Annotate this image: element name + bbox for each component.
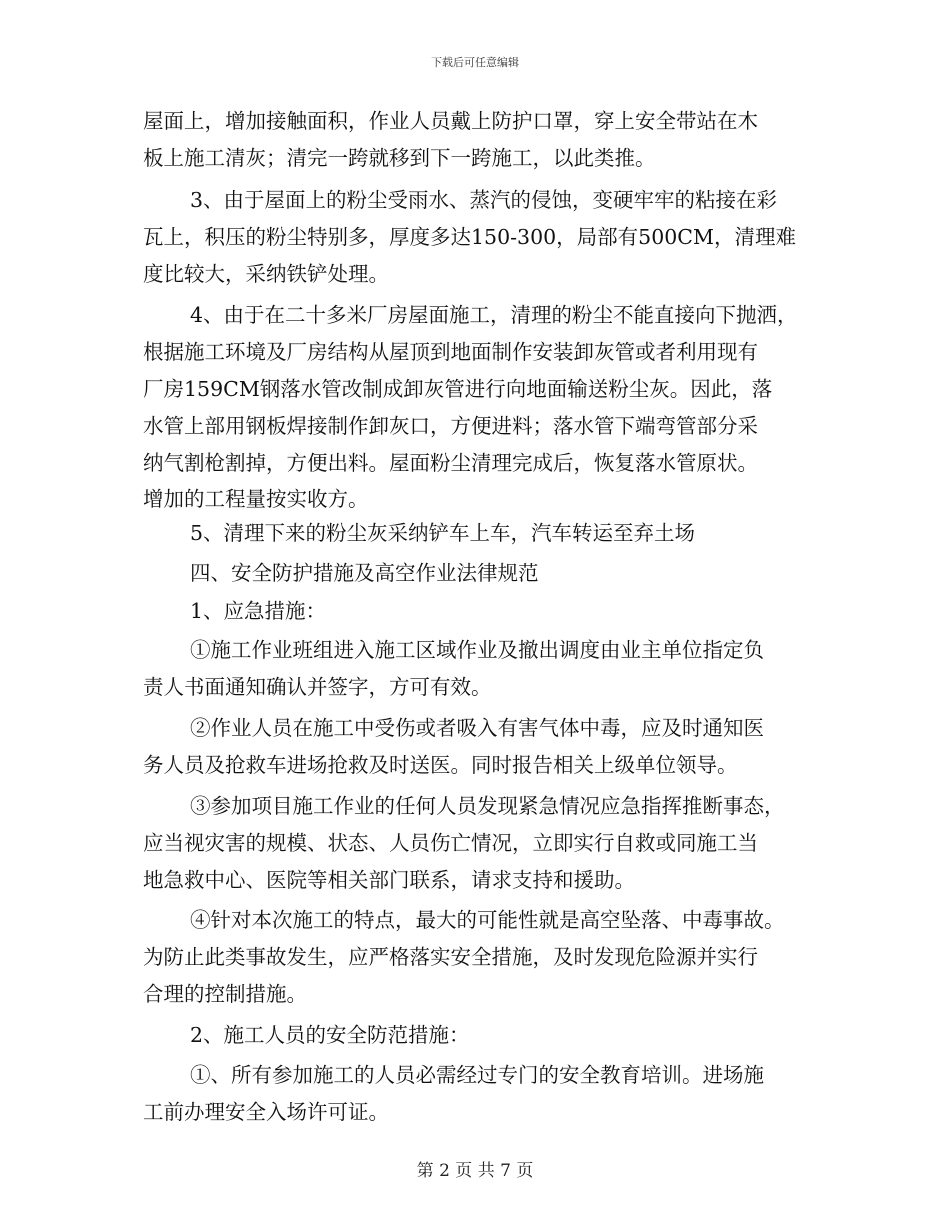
page-header: 下载后可任意编辑 [431,56,519,69]
text-line: 屋面上，增加接触面积，作业人员戴上防护口罩，穿上安全带站在木 [143,109,758,133]
text-line: 纳气割枪割掉，方便出料。屋面粉尘清理完成后，恢复落水管原状。 [143,451,758,475]
page-footer: 第 2 页 共 7 页 [416,1161,534,1181]
text-line: ②作业人员在施工中受伤或者吸入有害气体中毒，应及时通知医 [190,716,764,740]
text-line: 增加的工程量按实收方。 [143,487,369,511]
text-line: 4、由于在二十多米厂房屋面施工，清理的粉尘不能直接向下抛洒， [190,303,798,327]
text-line: 3、由于屋面上的粉尘受雨水、蒸汽的侵蚀，变硬牢牢的粘接在彩 [190,188,778,212]
text-line: 务人员及抢救车进场抢救及时送医。同时报告相关上级单位领导。 [143,753,738,777]
text-line: ①施工作业班组进入施工区域作业及撤出调度由业主单位指定负 [190,638,764,662]
text-line: ①、所有参加施工的人员必需经过专门的安全教育培训。进场施 [190,1063,764,1087]
text-line: 厂房159CM钢落水管改制成卸灰管进行向地面输送粉尘灰。因此，落 [143,377,773,401]
text-line: 板上施工清灰；清完一跨就移到下一跨施工，以此类推。 [143,146,656,170]
text-line: ④针对本次施工的特点，最大的可能性就是高空坠落、中毒事故。 [190,908,785,932]
text-line: 合理的控制措施。 [143,982,307,1006]
text-line: ③参加项目施工作业的任何人员发现紧急情况应急指挥推断事态， [190,794,785,818]
text-line: 工前办理安全入场许可证。 [143,1100,389,1124]
text-line: 责人书面通知确认并签字，方可有效。 [143,675,492,699]
text-line: 5、清理下来的粉尘灰采纳铲车上车，汽车转运至弃土场 [190,521,696,545]
subsection-heading: 1、应急措施： [190,599,327,623]
text-line: 根据施工环境及厂房结构从屋顶到地面制作安装卸灰管或者利用现有 [143,340,758,364]
text-line: 瓦上，积压的粉尘特别多，厚度多达150-300，局部有500CM，清理难 [143,225,796,249]
subsection-heading: 2、施工人员的安全防范措施： [190,1023,470,1047]
text-line: 地急救中心、医院等相关部门联系，请求支持和援助。 [143,868,635,892]
text-line: 为防止此类事故发生，应严格落实安全措施，及时发现危险源并实行 [143,945,758,969]
text-line: 应当视灾害的规模、状态、人员伤亡情况，立即实行自救或同施工当 [143,831,758,855]
text-line: 水管上部用钢板焊接制作卸灰口，方便进料；落水管下端弯管部分采 [143,414,758,438]
section-heading: 四、安全防护措施及高空作业法律规范 [190,561,539,585]
text-line: 度比较大，采纳铁铲处理。 [143,262,389,286]
